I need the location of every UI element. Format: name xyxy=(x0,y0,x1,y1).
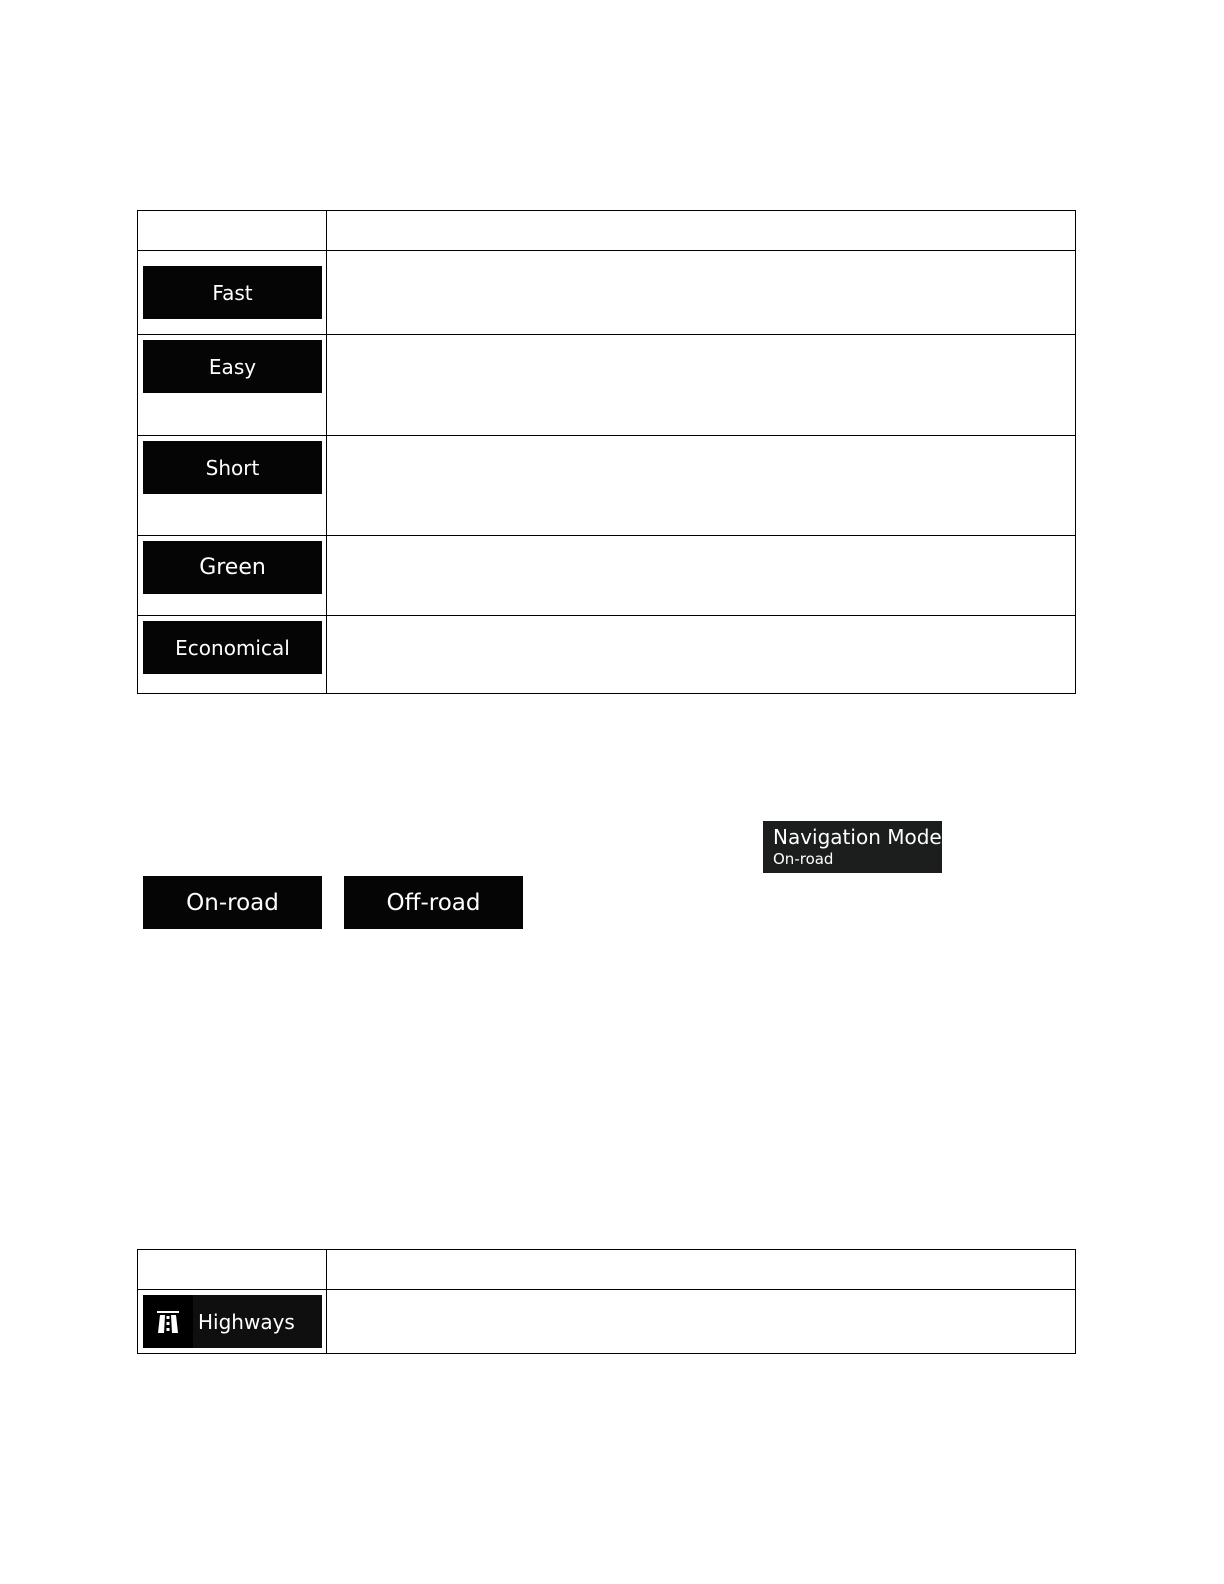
fast-route-button[interactable]: Fast xyxy=(143,266,322,319)
header-cell xyxy=(138,1250,327,1290)
route-description xyxy=(327,436,1076,536)
header-cell xyxy=(327,211,1076,251)
header-cell xyxy=(327,1250,1076,1290)
route-description xyxy=(327,616,1076,694)
off-road-button[interactable]: Off-road xyxy=(344,876,523,929)
table-header-row xyxy=(138,1250,1076,1290)
navigation-mode-title: Navigation Mode xyxy=(773,825,942,849)
route-description xyxy=(327,251,1076,335)
economical-route-button[interactable]: Economical xyxy=(143,621,322,674)
route-type-table xyxy=(137,210,1076,694)
table-row xyxy=(138,536,1076,616)
highways-label: Highways xyxy=(198,1309,295,1334)
green-route-button[interactable]: Green xyxy=(143,541,322,594)
on-road-button[interactable]: On-road xyxy=(143,876,322,929)
table-row xyxy=(138,1290,1076,1354)
short-route-button[interactable]: Short xyxy=(143,441,322,494)
easy-route-button[interactable]: Easy xyxy=(143,340,322,393)
table-row xyxy=(138,436,1076,536)
table-row xyxy=(138,616,1076,694)
road-type-description xyxy=(327,1290,1076,1354)
navigation-mode-value: On-road xyxy=(773,850,834,868)
table-row xyxy=(138,335,1076,436)
route-description xyxy=(327,536,1076,616)
navigation-mode-tile[interactable] xyxy=(763,821,942,873)
road-type-table xyxy=(137,1249,1076,1354)
table-header-row xyxy=(138,211,1076,251)
table-row xyxy=(138,251,1076,335)
header-cell xyxy=(138,211,327,251)
highways-toggle-button[interactable] xyxy=(143,1295,322,1348)
highway-icon xyxy=(143,1295,193,1348)
route-description xyxy=(327,335,1076,436)
